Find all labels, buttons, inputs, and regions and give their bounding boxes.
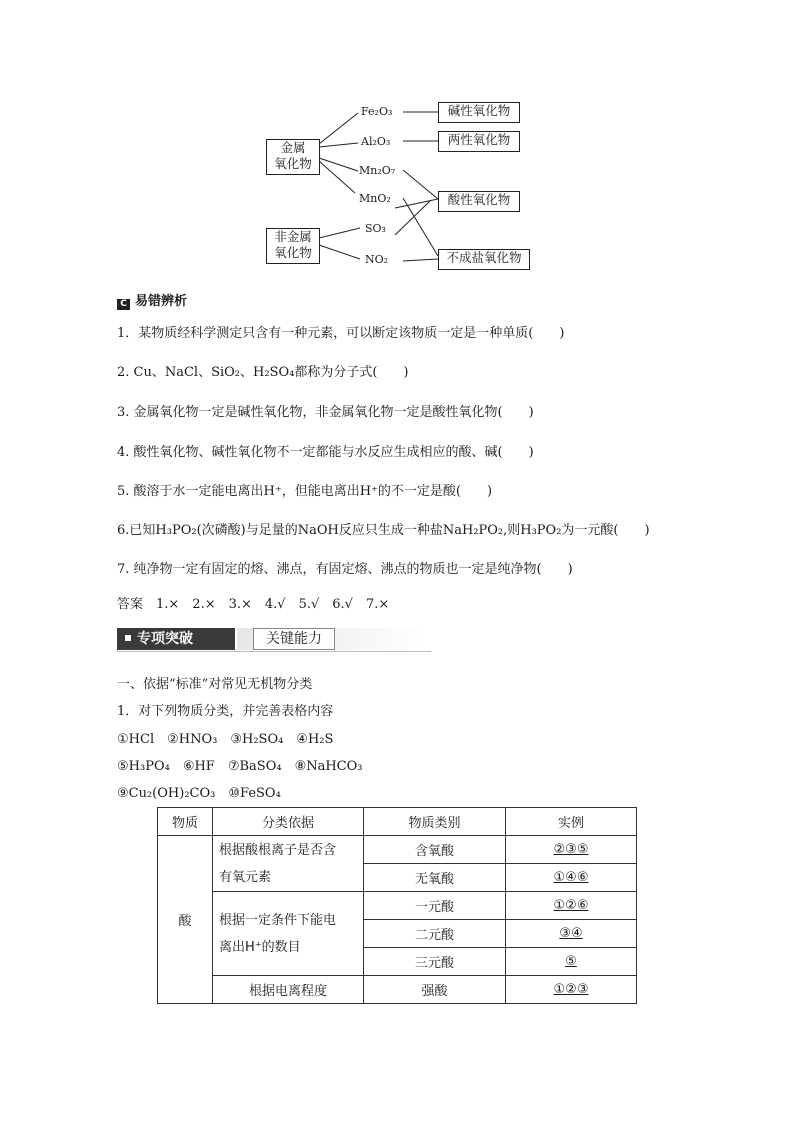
header-example: 实例	[506, 808, 637, 836]
example-cell: ②③⑤	[506, 836, 637, 864]
category-cell: 含氧酸	[364, 836, 506, 864]
question-2: 2. Cu、NaCl、SiO₂、H₂SO₄都称为分子式( )	[117, 365, 409, 380]
header-substance: 物质	[158, 808, 213, 836]
acidic-oxide-box: 酸性氧化物	[438, 191, 520, 212]
category-cell: 二元酸	[364, 920, 506, 948]
section-title: 易错辨析	[135, 294, 188, 309]
formula-mn2o7: Mn₂O₇	[359, 164, 396, 177]
oxide-classification-diagram	[255, 95, 545, 275]
example-cell: ⑤	[506, 948, 637, 976]
table-row	[158, 836, 637, 864]
banner-sub	[237, 628, 427, 650]
basis-ionization: 根据电离程度	[213, 976, 364, 1004]
question-4: 4. 酸性氧化物、碱性氧化物不一定都能与水反应生成相应的酸、碱( )	[117, 445, 534, 460]
substance-acid: 酸	[158, 836, 213, 1004]
section-c-icon: C	[117, 299, 130, 310]
table-row	[158, 892, 637, 920]
banner-sub-label: 关键能力	[253, 628, 335, 650]
basis-hydrogen-line1: 根据一定条件下能电	[219, 912, 337, 928]
basis-oxygen-line1: 根据酸根离子是否含	[219, 842, 337, 858]
nonmetal-oxide-line2: 氧化物	[274, 245, 312, 260]
table-row	[158, 976, 637, 1004]
part1-question: 1．对下列物质分类，并完善表格内容	[117, 704, 334, 719]
category-cell: 无氧酸	[364, 864, 506, 892]
part1-title: 一、依据“标准”对常见无机物分类	[117, 677, 313, 692]
section-banner	[117, 627, 431, 652]
metal-oxide-box	[266, 139, 320, 175]
basis-oxygen-line2: 有氧元素	[219, 869, 272, 885]
banner-main	[117, 628, 235, 650]
square-icon	[125, 635, 131, 641]
question-5: 5. 酸溶于水一定能电离出H⁺，但能电离出H⁺的不一定是酸( )	[117, 484, 493, 499]
example-cell: ①②③	[506, 976, 637, 1004]
formula-no2: NO₂	[365, 253, 389, 266]
formula-mno2: MnO₂	[359, 192, 391, 205]
question-3: 3. 金属氧化物一定是碱性氧化物，非金属氧化物一定是酸性氧化物( )	[117, 405, 534, 420]
basis-hydrogen	[213, 892, 364, 976]
category-cell: 一元酸	[364, 892, 506, 920]
section-heading	[117, 290, 187, 310]
metal-oxide-line1: 金属	[280, 140, 306, 155]
category-cell: 三元酸	[364, 948, 506, 976]
formula-fe2o3: Fe₂O₃	[361, 105, 393, 118]
substances-line-1: ①HCl ②HNO₃ ③H₂SO₄ ④H₂S	[117, 732, 334, 747]
basic-oxide-box: 碱性氧化物	[438, 102, 520, 123]
example-cell: ①④⑥	[506, 864, 637, 892]
answer-line: 答案 1.× 2.× 3.× 4.√ 5.√ 6.√ 7.×	[117, 597, 390, 612]
acid-classification-table	[157, 807, 637, 1004]
nonmetal-oxide-box	[266, 228, 320, 264]
example-cell: ①②⑥	[506, 892, 637, 920]
amphoteric-oxide-box: 两性氧化物	[438, 131, 520, 152]
nonmetal-oxide-line1: 非金属	[274, 229, 312, 244]
question-6: 6.已知H₃PO₂(次磷酸)与足量的NaOH反应只生成一种盐NaH₂PO₂,则H₃PO₂为一元酸( )	[117, 523, 650, 538]
question-7: 7. 纯净物一定有固定的熔、沸点，有固定熔、沸点的物质也一定是纯净物( )	[117, 562, 573, 577]
basis-hydrogen-line2: 离出H⁺的数目	[219, 939, 301, 955]
header-category: 物质类别	[364, 808, 506, 836]
substances-line-2: ⑤H₃PO₄ ⑥HF ⑦BaSO₄ ⑧NaHCO₃	[117, 759, 363, 774]
example-cell: ③④	[506, 920, 637, 948]
formula-so3: SO₃	[365, 222, 386, 235]
category-cell: 强酸	[364, 976, 506, 1004]
metal-oxide-line2: 氧化物	[274, 156, 312, 171]
banner-main-label: 专项突破	[137, 631, 193, 647]
formula-al2o3: Al₂O₃	[361, 135, 391, 148]
substances-line-3: ⑨Cu₂(OH)₂CO₃ ⑩FeSO₄	[117, 786, 281, 801]
non-salt-oxide-box: 不成盐氧化物	[438, 249, 530, 270]
table-header-row	[158, 808, 637, 836]
header-basis: 分类依据	[213, 808, 364, 836]
basis-oxygen	[213, 836, 364, 892]
question-1: 1．某物质经科学测定只含有一种元素，可以断定该物质一定是一种单质( )	[117, 326, 565, 341]
